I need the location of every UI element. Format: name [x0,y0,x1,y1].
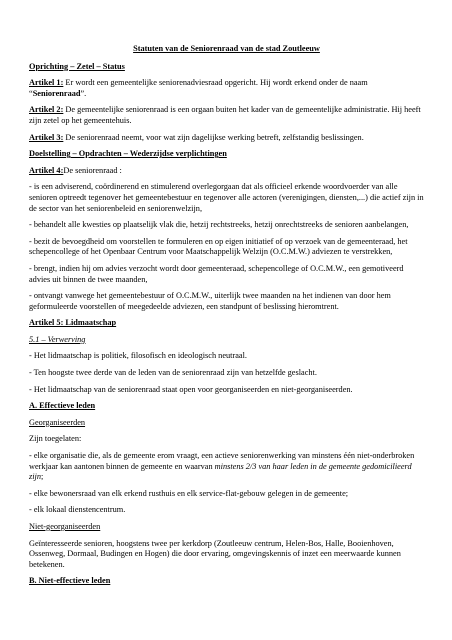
bullet-item: - brengt, indien hij om advies verzocht wordt door gemeenteraad, schepencollege of O.C.M.W., een gemotiveerd advies uit binnen de twee maanden, [29,263,404,284]
non-organized-heading: Niet-georganiseerden [29,522,101,531]
article-1-label: Artikel 1: [29,78,64,88]
article-3-text: De seniorenraad neemt, voor wat zijn dagelijkse werking betreft, zelfstandig beslissingen. [63,132,364,142]
article-3 [29,133,424,144]
article-4-label: Artikel 4: [29,165,64,175]
bullet-item: - is een adviserend, coördinerend en stimulerend overlegorgaan dat als officieel erkende woordvoerder van alle senioren optreedt tegenover het gemeentebestuur en tegenover alle actoren (verenigingen, diensten,...) die actief zijn in de sector van het seniorenbeleid en seniorenwelzijn, [29,182,424,213]
organized-item-text: - elke organisatie die, als de gemeente erom vraagt, een actieve seniorenwerking van minstens één niet-onderbroken werkjaar kan aantonen binnen de gemeente en waarvan [29,451,415,471]
admitted-label: Zijn toegelaten: [29,434,82,444]
organized-heading: Georganiseerden [29,417,86,427]
organized-item-italic: minstens 2/3 van haar leden in de gemeente gedomicilieerd zijn [29,461,412,482]
article-2-text: De gemeentelijke seniorenraad is een orgaan buiten het kader van de gemeentelijke administratie. Hij heeft zijn zetel op het gemeentehuis. [29,105,421,125]
non-effective-members-heading: B. Niet-effectieve leden [29,576,111,586]
article-4-text: De seniorenraad : [63,165,122,175]
membership-line: - Ten hoogste twee derde van de leden van de seniorenraad zijn van hetzelfde geslacht. [29,368,317,378]
article-2 [29,105,424,126]
document-title: Statuten van de Seniorenraad van de stad Zoutleeuw [133,44,320,53]
section-heading-doelstelling: Doelstelling – Opdrachten – Wederzijdse verplichtingen [29,149,227,159]
article-1 [29,78,424,99]
article-5-heading: Artikel 5: Lidmaatschap [29,318,117,328]
article-4 [29,166,424,177]
organized-item: - elk lokaal dienstencentrum. [29,505,126,515]
article-3-label: Artikel 3: [29,132,64,142]
bullet-item: - ontvangt vanwege het gemeentebestuur of O.C.M.W., uiterlijk twee maanden na het indienen van door hem geformuleerde voorstellen of meegedeelde adviezen, een standpunt of beslissing hieromtrent. [29,291,391,311]
organized-item: - elke bewonersraad van elk erkend rusthuis en elk service-flat-gebouw gelegen in de gemeente; [29,488,349,498]
article-1-name: Seniorenraad [32,88,81,98]
article-1-text: Er wordt een gemeentelijke seniorenadviesraad opgericht. Hij wordt erkend onder de naam “ [29,78,368,98]
subsection-heading-verwerving: 5.1 – Verwerving [29,334,86,344]
non-organized-text: Geïnteresseerde senioren, hoogstens twee per kerkdorp (Zoutleeuw centrum, Helen-Bos, Halle, Booienhoven, Ossenweg, Dormaal, Budingen en Hogen) die door ervaring, omgevingskennis of inzet een meerwaarde kunnen betekenen. [29,538,401,569]
article-1-after: ”. [80,88,87,98]
bullet-item: - behandelt alle kwesties op plaatselijk vlak die, hetzij rechtstreeks, hetzij onrechtstreeks de senioren aanbelangen, [29,220,409,230]
bullet-item: - bezit de bevoegdheid om voorstellen te formuleren en op eigen initiatief of op verzoek van de gemeenteraad, het schepencollege of het Openbaar Centrum voor Maatschappelijk Welzijn (O.C.M.W.) adviezen te verstrekken, [29,236,408,257]
section-heading-oprichting: Oprichting – Zetel – Status [29,61,125,71]
organized-item [29,451,424,483]
membership-line: - Het lidmaatschap van de seniorenraad staat open voor georganiseerden en niet-georganiseerden. [29,384,353,394]
membership-line: - Het lidmaatschap is politiek, filosofisch en ideologisch neutraal. [29,351,247,361]
effective-members-heading: A. Effectieve leden [29,401,96,411]
organized-item-end: ; [41,472,44,482]
article-2-label: Artikel 2: [29,105,64,115]
